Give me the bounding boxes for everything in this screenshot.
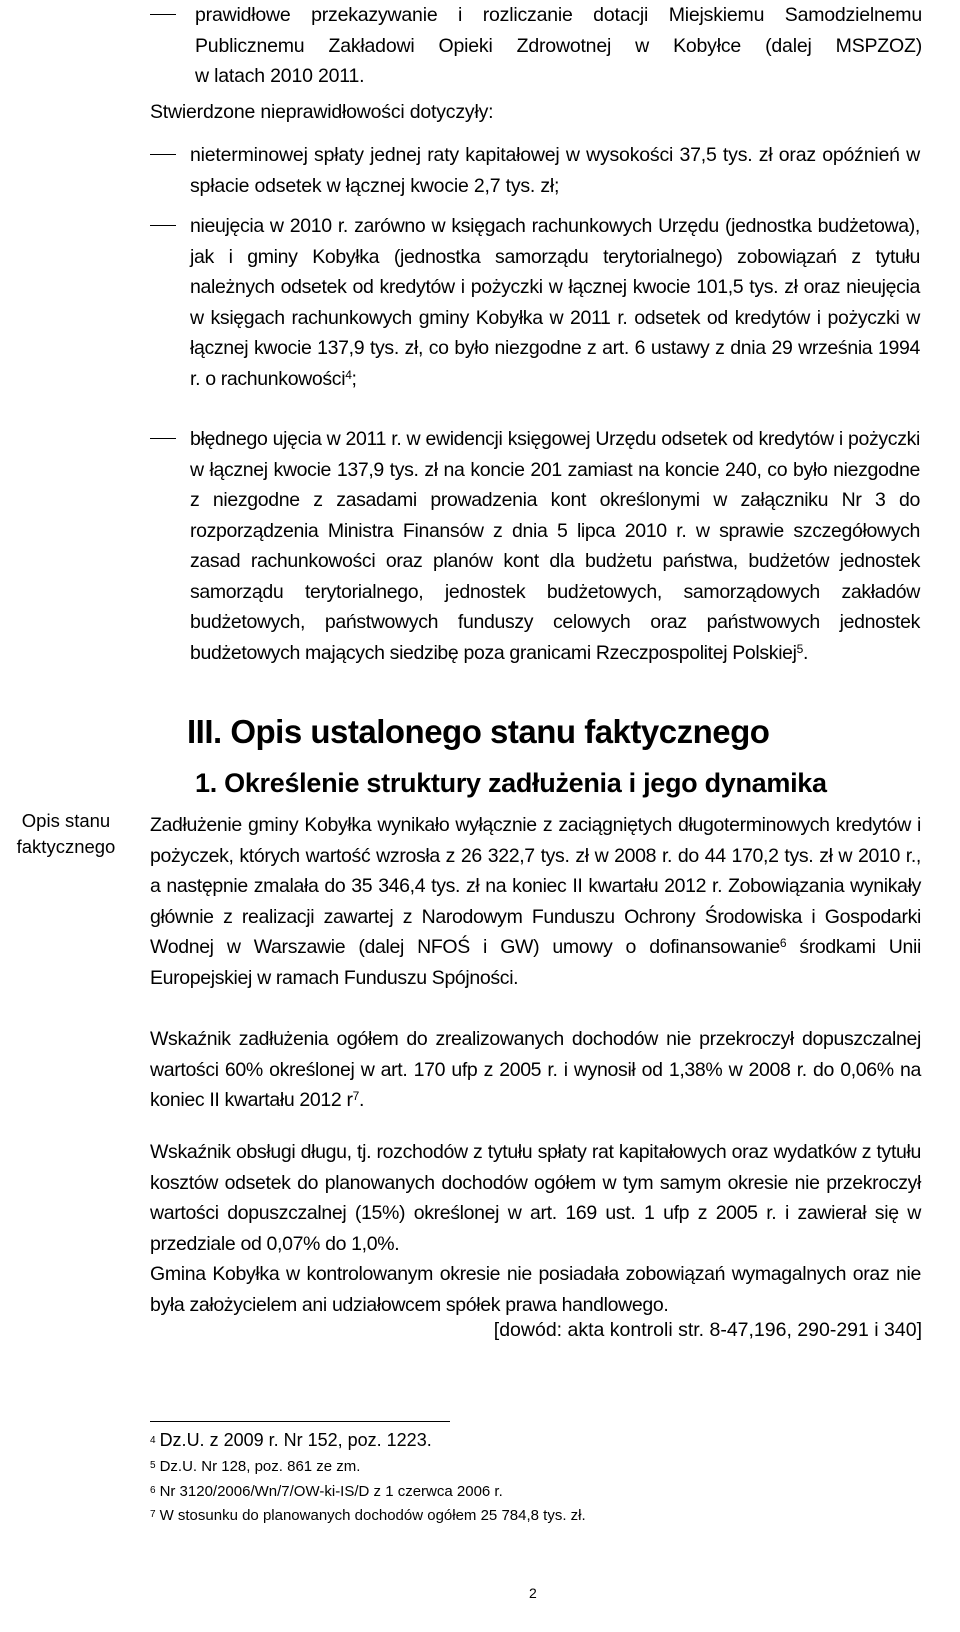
bullet-2-end: ; bbox=[351, 367, 357, 390]
bullet-1-text: nieterminowej spłaty jednej raty kapitałowej w wysokości 37,5 tys. zł oraz opóźnień w spłacie odsetek w łącznej kwocie 2,7 tys. zł; bbox=[190, 144, 920, 197]
footnote-ref-5: 5 bbox=[796, 641, 803, 656]
paragraph-1-end: środkami Unii Europejskiej w ramach Funduszu Spójności. bbox=[150, 936, 921, 989]
paragraph-2-end: . bbox=[358, 1089, 365, 1111]
footnote-4 bbox=[150, 1430, 432, 1451]
intro-line-1: prawidłowe przekazywanie i rozliczanie dotacji Miejskiemu Samodzielnemu bbox=[195, 4, 922, 26]
paragraph-liabilities bbox=[150, 1259, 921, 1320]
footnote-7-number: 7 bbox=[150, 1509, 156, 1520]
footnote-ref-7: 7 bbox=[352, 1089, 359, 1103]
paragraph-debt-ratio bbox=[150, 1024, 921, 1116]
paragraph-4-text: Gmina Kobyłka w kontrolowanym okresie nie posiadała zobowiązań wymagalnych oraz nie była założycielem ani udziałowcem spółek prawa handlowego. bbox=[150, 1263, 921, 1316]
footnote-ref-6: 6 bbox=[779, 936, 787, 950]
footnote-7 bbox=[150, 1507, 586, 1524]
footnote-6-text: Nr 3120/2006/Wn/7/OW-ki-IS/D z 1 czerwca 2006 r. bbox=[159, 1483, 503, 1500]
paragraph-2-text: Wskaźnik zadłużenia ogółem do zrealizowanych dochodów nie przekroczył dopuszczalnej wartości 60% określonej w art. 170 ufp z 2005 r. i wynosił od 1,38% w 2008 r. do 0,06% na koniec II kwartału 2012 r bbox=[150, 1028, 921, 1111]
footnote-4-text: Dz.U. z 2009 r. Nr 152, poz. 1223. bbox=[159, 1430, 432, 1450]
margin-note-line-1: Opis stanu bbox=[21, 810, 111, 831]
bullet-dash bbox=[150, 154, 176, 155]
intro-line-2: Publicznemu Zakładowi Opieki Zdrowotnej w Kobyłce (dalej MSPZOZ) bbox=[195, 34, 922, 57]
footnote-7-text: W stosunku do planowanych dochodów ogółem 25 784,8 tys. zł. bbox=[159, 1507, 586, 1524]
paragraph-3-text: Wskaźnik obsługi długu, tj. rozchodów z tytułu spłaty rat kapitałowych oraz wydatków z tytułu kosztów odsetek do planowanych dochodów ogółem w tym samym okresie nie przekroczył wartości dopuszczalnej (15%) określonej w art. 169 ust. 1 ufp z 2005 r. i zawierał się w przedziale od 0,07% do 1,0%. bbox=[150, 1141, 921, 1255]
footnote-separator bbox=[150, 1421, 450, 1422]
bullet-item-1 bbox=[190, 140, 920, 201]
subsection-heading: 1. Określenie struktury zadłużenia i jego dynamika bbox=[195, 768, 827, 798]
paragraph-debt-structure bbox=[150, 810, 921, 993]
section-heading: III. Opis ustalonego stanu faktycznego bbox=[187, 713, 770, 750]
footnote-4-number: 4 bbox=[150, 1435, 156, 1446]
bullet-dash bbox=[150, 14, 176, 15]
margin-note bbox=[0, 808, 132, 860]
margin-note-line-2: faktycznego bbox=[16, 836, 116, 857]
paragraph-1-text: Zadłużenie gminy Kobyłka wynikało wyłącznie z zaciągniętych długoterminowych kredytów i pożyczek, których wartość wzrosła z 26 322,7 tys. zł w 2008 r. do 44 170,2 tys. zł w 2010 r., a następnie zmalała do 35 346,4 tys. zł na koniec II kwartału 2012 r. Zobowiązania wynikały głównie z realizacji zawartej z Narodowym Funduszu Ochrony Środowiska i Gospodarki Wodnej w Warszawie (dalej NFOŚ i GW) umowy o dofinansowanie bbox=[150, 814, 921, 958]
evidence-reference: [dowód: akta kontroli str. 8-47,196, 290-291 i 340] bbox=[493, 1319, 922, 1341]
paragraph-debt-service bbox=[150, 1137, 921, 1259]
intro-line-3: w latach 2010 2011. bbox=[195, 65, 365, 87]
footnote-5-number: 5 bbox=[150, 1460, 156, 1471]
bullet-3-text: błędnego ujęcia w 2011 r. w ewidencji księgowej Urzędu odsetek od kredytów i pożyczki w łącznej kwocie 137,9 tys. zł na koncie 201 zamiast na koncie 240, co było niezgodne z niezgodne z zasadami prowadzenia kont określonymi w załączniku Nr 3 do rozporządzenia Ministra Finansów z dnia 5 lipca 2010 r. w sprawie szczegółowych zasad rachunkowości oraz planów kont dla budżetu państwa, budżetów jednostek samorządu terytorialnego, jednostek budżetowych, samorządowych zakładów budżetowych, państwowych funduszy celowych oraz państwowych jednostek budżetowych mających siedzibę poza granicami Rzeczpospolitej Polskiej bbox=[190, 428, 920, 664]
footnote-5-text: Dz.U. Nr 128, poz. 861 ze zm. bbox=[159, 1458, 361, 1475]
irregularities-intro: Stwierdzone nieprawidłowości dotyczyły: bbox=[150, 101, 494, 123]
bullet-2-text: nieujęcia w 2010 r. zarówno w księgach rachunkowych Urzędu (jednostka budżetowa), jak i gminy Kobyłka (jednostka samorządu terytorialnego) zobowiązań z tytułu należnych odsetek od kredytów i pożyczki w łącznej kwocie 101,5 tys. zł oraz nieujęcia w księgach rachunkowych gminy Kobyłka w 2011 r. odsetek od kredytów i pożyczki w łącznej kwocie 137,9 tys. zł, co było niezgodne z art. 6 ustawy z dnia 29 września 1994 r. o rachunkowości bbox=[190, 215, 920, 390]
footnote-6 bbox=[150, 1483, 503, 1500]
footnote-ref-4: 4 bbox=[345, 367, 352, 382]
bullet-dash bbox=[150, 225, 176, 226]
bullet-3-end: . bbox=[803, 641, 809, 664]
page-number: 2 bbox=[529, 1585, 537, 1601]
footnote-6-number: 6 bbox=[150, 1485, 156, 1496]
intro-item bbox=[195, 0, 922, 92]
footnote-5 bbox=[150, 1458, 360, 1475]
bullet-item-2 bbox=[190, 211, 920, 394]
bullet-dash bbox=[150, 438, 176, 439]
bullet-item-3 bbox=[190, 424, 920, 668]
